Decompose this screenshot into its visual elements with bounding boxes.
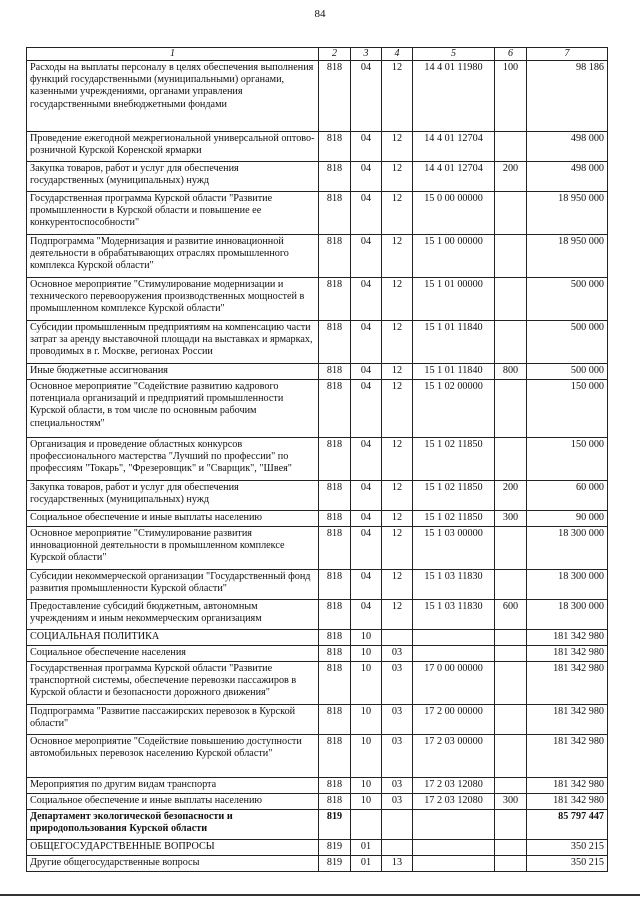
table-row <box>27 810 608 840</box>
row-subsection: 12 <box>382 511 413 527</box>
row-amount: 18 950 000 <box>527 235 608 278</box>
column-header-1: 1 <box>27 48 319 61</box>
row-name: Департамент экологической безопасности и природопользования Курской области <box>27 810 319 840</box>
row-section: 04 <box>351 481 382 511</box>
row-target-article: 17 2 00 00000 <box>413 705 495 735</box>
row-ministry-code: 818 <box>319 132 351 162</box>
row-ministry-code: 818 <box>319 570 351 600</box>
row-section: 04 <box>351 380 382 438</box>
row-expense-type: 800 <box>495 364 527 380</box>
row-section: 10 <box>351 735 382 778</box>
page-bottom-rule <box>0 894 640 896</box>
row-target-article <box>413 810 495 840</box>
column-header-3: 3 <box>351 48 382 61</box>
row-expense-type <box>495 192 527 235</box>
row-name: Закупка товаров, работ и услуг для обеспечения государственных (муниципальных) нужд <box>27 162 319 192</box>
budget-table <box>26 47 608 872</box>
row-amount: 181 342 980 <box>527 630 608 646</box>
row-amount: 181 342 980 <box>527 778 608 794</box>
row-amount: 18 950 000 <box>527 192 608 235</box>
column-header-7: 7 <box>527 48 608 61</box>
row-name: Основное мероприятие "Стимулирование модернизации и технического перевооружения производственных мощностей в промышленном комплексе Курской области" <box>27 278 319 321</box>
row-expense-type <box>495 278 527 321</box>
row-name: Основное мероприятие "Содействие повышению доступности автомобильных перевозок населению Курской области" <box>27 735 319 778</box>
row-name: Основное мероприятие "Содействие развитию кадрового потенциала организаций и предприятий промышленности Курской области, в том числе по основным рабочим специальностям" <box>27 380 319 438</box>
row-subsection: 12 <box>382 61 413 132</box>
table-row <box>27 438 608 481</box>
row-subsection: 12 <box>382 132 413 162</box>
row-subsection: 03 <box>382 646 413 662</box>
row-target-article <box>413 856 495 872</box>
row-section: 04 <box>351 527 382 570</box>
row-section: 10 <box>351 705 382 735</box>
table-row <box>27 321 608 364</box>
row-target-article: 15 1 03 11830 <box>413 570 495 600</box>
row-subsection: 12 <box>382 600 413 630</box>
row-amount: 181 342 980 <box>527 794 608 810</box>
row-expense-type: 300 <box>495 794 527 810</box>
row-expense-type <box>495 630 527 646</box>
row-subsection: 03 <box>382 778 413 794</box>
row-expense-type <box>495 646 527 662</box>
row-ministry-code: 818 <box>319 646 351 662</box>
row-target-article: 17 2 03 00000 <box>413 735 495 778</box>
row-expense-type <box>495 810 527 840</box>
row-ministry-code: 819 <box>319 840 351 856</box>
row-target-article: 14 4 01 11980 <box>413 61 495 132</box>
row-section: 10 <box>351 794 382 810</box>
row-name: Проведение ежегодной межрегиональной универсальной оптово-розничной Курской Коренской ярмарки <box>27 132 319 162</box>
row-ministry-code: 818 <box>319 481 351 511</box>
row-target-article: 15 1 01 00000 <box>413 278 495 321</box>
row-amount: 350 215 <box>527 856 608 872</box>
row-ministry-code: 818 <box>319 705 351 735</box>
row-target-article <box>413 840 495 856</box>
row-subsection: 12 <box>382 438 413 481</box>
row-amount: 18 300 000 <box>527 570 608 600</box>
table-row <box>27 856 608 872</box>
row-target-article: 15 1 01 11840 <box>413 321 495 364</box>
row-subsection: 03 <box>382 794 413 810</box>
row-name: СОЦИАЛЬНАЯ ПОЛИТИКА <box>27 630 319 646</box>
row-subsection: 03 <box>382 735 413 778</box>
row-name: Основное мероприятие "Стимулирование развития инновационной деятельности в промышленном комплексе Курской области" <box>27 527 319 570</box>
row-subsection: 12 <box>382 235 413 278</box>
row-ministry-code: 818 <box>319 527 351 570</box>
row-amount: 500 000 <box>527 321 608 364</box>
row-expense-type <box>495 380 527 438</box>
row-subsection: 12 <box>382 321 413 364</box>
table-row <box>27 364 608 380</box>
row-expense-type: 200 <box>495 162 527 192</box>
table-row <box>27 662 608 705</box>
row-ministry-code: 819 <box>319 810 351 840</box>
row-expense-type <box>495 856 527 872</box>
row-ministry-code: 818 <box>319 380 351 438</box>
row-ministry-code: 818 <box>319 735 351 778</box>
row-ministry-code: 818 <box>319 794 351 810</box>
row-subsection: 12 <box>382 192 413 235</box>
row-expense-type <box>495 705 527 735</box>
row-expense-type <box>495 321 527 364</box>
row-section: 04 <box>351 61 382 132</box>
row-ministry-code: 818 <box>319 438 351 481</box>
row-name: ОБЩЕГОСУДАРСТВЕННЫЕ ВОПРОСЫ <box>27 840 319 856</box>
row-amount: 498 000 <box>527 132 608 162</box>
row-amount: 181 342 980 <box>527 646 608 662</box>
row-ministry-code: 818 <box>319 278 351 321</box>
row-amount: 181 342 980 <box>527 735 608 778</box>
row-name: Предоставление субсидий бюджетным, автономным учреждениям и иным некоммерческим организациям <box>27 600 319 630</box>
row-amount: 90 000 <box>527 511 608 527</box>
row-amount: 60 000 <box>527 481 608 511</box>
row-expense-type: 300 <box>495 511 527 527</box>
row-target-article: 15 1 00 00000 <box>413 235 495 278</box>
row-ministry-code: 818 <box>319 235 351 278</box>
row-amount: 18 300 000 <box>527 527 608 570</box>
table-row <box>27 735 608 778</box>
row-subsection <box>382 840 413 856</box>
column-header-4: 4 <box>382 48 413 61</box>
row-name: Социальное обеспечение населения <box>27 646 319 662</box>
row-ministry-code: 818 <box>319 61 351 132</box>
row-expense-type: 200 <box>495 481 527 511</box>
row-target-article: 15 1 02 00000 <box>413 380 495 438</box>
row-section: 04 <box>351 162 382 192</box>
row-expense-type <box>495 570 527 600</box>
row-section: 10 <box>351 646 382 662</box>
row-expense-type <box>495 778 527 794</box>
table-row <box>27 794 608 810</box>
row-subsection: 12 <box>382 278 413 321</box>
row-expense-type <box>495 662 527 705</box>
row-expense-type <box>495 527 527 570</box>
row-expense-type <box>495 840 527 856</box>
table-row <box>27 570 608 600</box>
row-target-article: 14 4 01 12704 <box>413 132 495 162</box>
row-target-article <box>413 646 495 662</box>
column-header-5: 5 <box>413 48 495 61</box>
row-expense-type <box>495 235 527 278</box>
row-section: 04 <box>351 235 382 278</box>
table-row <box>27 840 608 856</box>
row-section: 04 <box>351 511 382 527</box>
row-ministry-code: 818 <box>319 192 351 235</box>
row-section: 04 <box>351 132 382 162</box>
row-target-article: 15 1 01 11840 <box>413 364 495 380</box>
row-section: 04 <box>351 570 382 600</box>
row-name: Расходы на выплаты персоналу в целях обеспечения выполнения функций государственными (муниципальными) органами, казенными учреждениями, органами управления государственными внебюджетными фондами <box>27 61 319 132</box>
row-expense-type <box>495 735 527 778</box>
table-row <box>27 192 608 235</box>
row-ministry-code: 818 <box>319 662 351 705</box>
row-name: Государственная программа Курской области "Развитие транспортной системы, обеспечение перевозки пассажиров в Курской области и безопасности дорожного движения" <box>27 662 319 705</box>
row-amount: 98 186 <box>527 61 608 132</box>
row-name: Мероприятия по другим видам транспорта <box>27 778 319 794</box>
row-section: 10 <box>351 778 382 794</box>
row-subsection: 12 <box>382 481 413 511</box>
row-amount: 350 215 <box>527 840 608 856</box>
row-target-article: 17 2 03 12080 <box>413 794 495 810</box>
row-target-article <box>413 630 495 646</box>
row-ministry-code: 818 <box>319 321 351 364</box>
row-name: Подпрограмма "Модернизация и развитие инновационной деятельности в обрабатывающих отраслях промышленного комплекса Курской области" <box>27 235 319 278</box>
row-name: Подпрограмма "Развитие пассажирских перевозок в Курской области" <box>27 705 319 735</box>
row-section: 01 <box>351 840 382 856</box>
row-target-article: 15 1 03 11830 <box>413 600 495 630</box>
table-row <box>27 481 608 511</box>
row-target-article: 15 0 00 00000 <box>413 192 495 235</box>
row-target-article: 15 1 02 11850 <box>413 481 495 511</box>
row-amount: 500 000 <box>527 364 608 380</box>
row-name: Субсидии промышленным предприятиям на компенсацию части затрат за аренду выставочной площади на выставках и ярмарках, проводимых в г. Москве, регионах России <box>27 321 319 364</box>
row-target-article: 15 1 02 11850 <box>413 511 495 527</box>
row-subsection: 03 <box>382 662 413 705</box>
table-row <box>27 778 608 794</box>
row-subsection: 03 <box>382 705 413 735</box>
row-ministry-code: 818 <box>319 778 351 794</box>
table-row <box>27 705 608 735</box>
row-section: 04 <box>351 438 382 481</box>
row-name: Социальное обеспечение и иные выплаты населению <box>27 794 319 810</box>
table-row <box>27 380 608 438</box>
table-row <box>27 61 608 132</box>
row-section: 10 <box>351 662 382 705</box>
row-subsection: 12 <box>382 570 413 600</box>
row-section <box>351 810 382 840</box>
row-ministry-code: 818 <box>319 162 351 192</box>
table-row <box>27 132 608 162</box>
row-name: Организация и проведение областных конкурсов профессионального мастерства "Лучший по профессии" по профессиям "Токарь", "Фрезеровщик" и "Сварщик", "Швея" <box>27 438 319 481</box>
row-amount: 498 000 <box>527 162 608 192</box>
row-amount: 181 342 980 <box>527 705 608 735</box>
row-name: Другие общегосударственные вопросы <box>27 856 319 872</box>
row-name: Государственная программа Курской области "Развитие промышленности в Курской области и повышение ее конкурентоспособности" <box>27 192 319 235</box>
row-expense-type: 600 <box>495 600 527 630</box>
row-ministry-code: 818 <box>319 511 351 527</box>
row-name: Иные бюджетные ассигнования <box>27 364 319 380</box>
row-ministry-code: 818 <box>319 364 351 380</box>
row-name: Социальное обеспечение и иные выплаты населению <box>27 511 319 527</box>
row-subsection <box>382 810 413 840</box>
row-target-article: 15 1 03 00000 <box>413 527 495 570</box>
row-target-article: 17 2 03 12080 <box>413 778 495 794</box>
row-subsection: 12 <box>382 162 413 192</box>
row-ministry-code: 819 <box>319 856 351 872</box>
page-number: 84 <box>314 8 326 20</box>
table-row <box>27 235 608 278</box>
row-amount: 18 300 000 <box>527 600 608 630</box>
table-row <box>27 646 608 662</box>
row-subsection: 12 <box>382 527 413 570</box>
table-row <box>27 527 608 570</box>
row-name: Закупка товаров, работ и услуг для обеспечения государственных (муниципальных) нужд <box>27 481 319 511</box>
row-amount: 181 342 980 <box>527 662 608 705</box>
table-row <box>27 600 608 630</box>
row-amount: 85 797 447 <box>527 810 608 840</box>
table-row <box>27 278 608 321</box>
column-header-6: 6 <box>495 48 527 61</box>
row-target-article: 15 1 02 11850 <box>413 438 495 481</box>
row-subsection: 12 <box>382 380 413 438</box>
column-header-2: 2 <box>319 48 351 61</box>
row-amount: 150 000 <box>527 438 608 481</box>
row-subsection <box>382 630 413 646</box>
row-section: 04 <box>351 600 382 630</box>
row-expense-type <box>495 132 527 162</box>
row-ministry-code: 818 <box>319 630 351 646</box>
table-row <box>27 162 608 192</box>
row-subsection: 13 <box>382 856 413 872</box>
row-section: 04 <box>351 278 382 321</box>
row-ministry-code: 818 <box>319 600 351 630</box>
row-section: 01 <box>351 856 382 872</box>
row-expense-type: 100 <box>495 61 527 132</box>
row-amount: 500 000 <box>527 278 608 321</box>
row-subsection: 12 <box>382 364 413 380</box>
table-row <box>27 511 608 527</box>
row-amount: 150 000 <box>527 380 608 438</box>
row-expense-type <box>495 438 527 481</box>
table-row <box>27 630 608 646</box>
table-header-row <box>27 48 608 61</box>
row-section: 10 <box>351 630 382 646</box>
row-section: 04 <box>351 321 382 364</box>
row-target-article: 14 4 01 12704 <box>413 162 495 192</box>
row-section: 04 <box>351 192 382 235</box>
row-target-article: 17 0 00 00000 <box>413 662 495 705</box>
row-section: 04 <box>351 364 382 380</box>
row-name: Субсидии некоммерческой организации "Государственный фонд развития промышленности Курской области" <box>27 570 319 600</box>
